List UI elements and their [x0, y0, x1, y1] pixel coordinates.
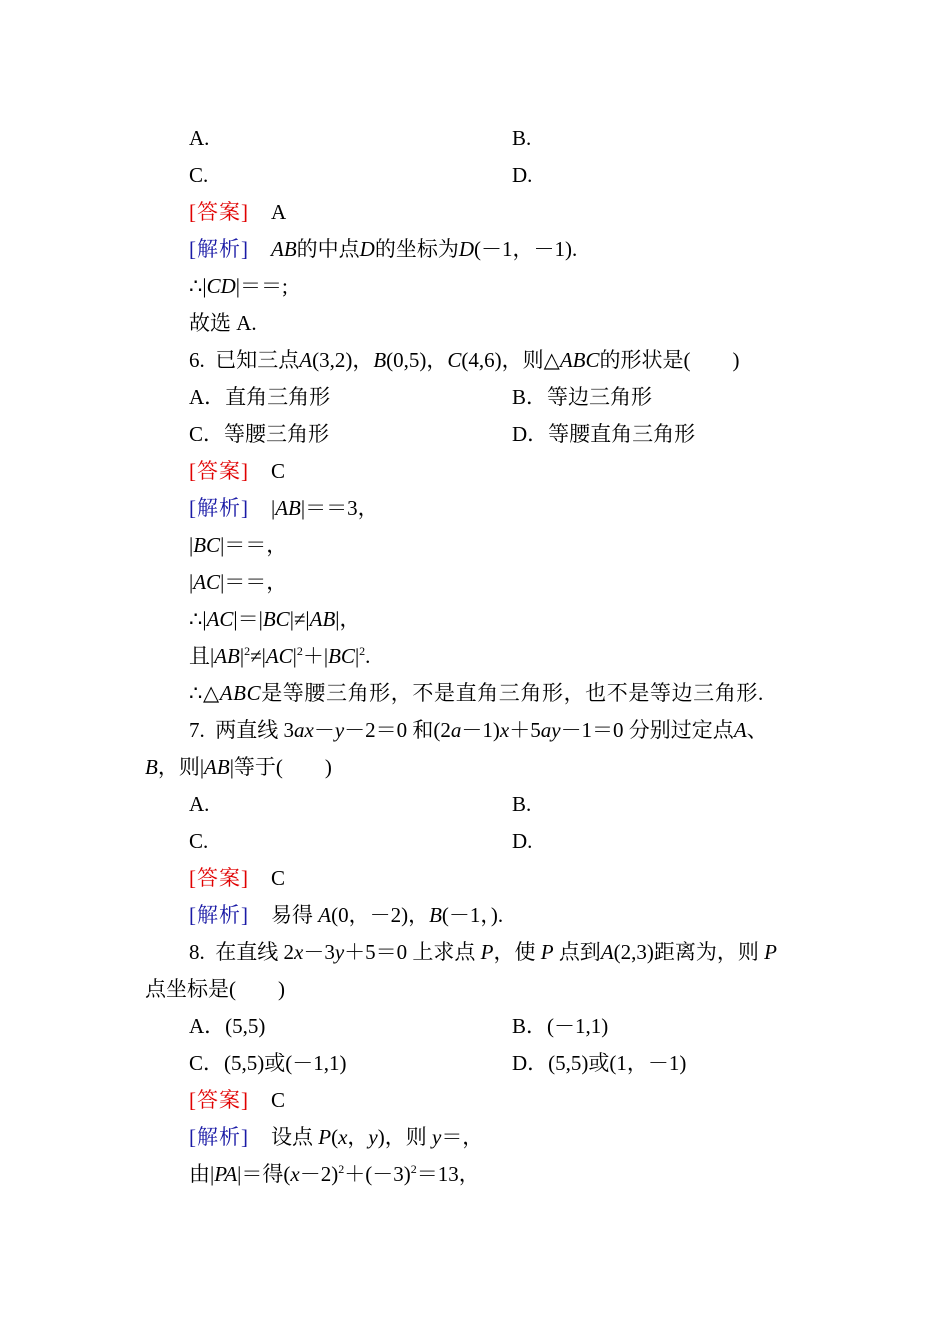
text: ＝13，	[416, 1162, 480, 1186]
q8-answer: C	[271, 1088, 286, 1112]
q8-answer-line	[189, 1086, 285, 1114]
text: |	[189, 570, 194, 594]
explain-tag: [解析]	[189, 903, 249, 927]
question-number: 7.	[189, 718, 205, 742]
q7-stem-line-2	[145, 753, 332, 781]
q5-explain-line-3: 故选 A.	[189, 311, 257, 335]
math-var: y	[334, 940, 345, 964]
math-var: y	[334, 718, 345, 742]
text: 的中点	[296, 237, 360, 261]
math-var: ABC	[219, 681, 262, 705]
text: |＝＝，	[220, 533, 288, 557]
q5-option-d: D.	[512, 163, 533, 187]
q6-explain-line-5	[189, 642, 370, 670]
text: (2,3)距离为，则	[613, 940, 759, 964]
q8-option-b: B．(－1,1)	[512, 1014, 609, 1038]
answer-tag: [答案]	[189, 459, 249, 483]
q8-explain-line-2	[189, 1160, 480, 1188]
text: －3	[303, 940, 335, 964]
text: 设点	[271, 1125, 313, 1149]
q8-option-c: C．(5,5)或(－1,1)	[189, 1051, 347, 1075]
math-var: B	[373, 348, 387, 372]
math-var: a	[450, 718, 462, 742]
text: －1＝0 分别过定点	[560, 718, 734, 742]
q7-stem-line-1	[189, 716, 768, 744]
text: |	[239, 644, 245, 668]
text: ＋5	[509, 718, 541, 742]
q6-explain-line-1	[189, 494, 379, 522]
text: ≠|	[250, 644, 266, 668]
math-var: CD	[206, 274, 236, 298]
q6-answer: C	[271, 459, 286, 483]
text: (0，－2)，	[331, 903, 430, 927]
text: 、	[746, 718, 768, 742]
math-var: ABC	[559, 348, 600, 372]
math-var: A	[299, 348, 313, 372]
math-var: A	[318, 903, 332, 927]
question-number: 6.	[189, 348, 205, 372]
text: 点到	[558, 940, 601, 964]
q6-explain-line-3	[189, 568, 287, 596]
text: |＝＝3，	[300, 496, 379, 520]
math-var: AB	[214, 644, 240, 668]
math-var: x	[290, 1162, 300, 1186]
math-var: x	[294, 940, 304, 964]
math-var: x	[338, 1125, 348, 1149]
q8-option-d: D．(5,5)或(1，－1)	[512, 1051, 687, 1075]
math-var: A	[600, 940, 614, 964]
q7-answer-line	[189, 864, 285, 892]
text: ，	[347, 1125, 369, 1149]
text: 易得	[271, 903, 313, 927]
text: .	[365, 644, 371, 668]
text: (3,2)，	[312, 348, 374, 372]
math-var: P	[764, 940, 777, 964]
math-var: AC	[206, 607, 234, 631]
q5-option-b: B.	[512, 126, 532, 150]
math-var: BC	[193, 533, 221, 557]
text: |等于( )	[229, 755, 332, 779]
text: ＋(－3)	[344, 1162, 411, 1186]
q6-explain-line-4	[189, 605, 361, 633]
superscript: 2	[410, 1162, 417, 1176]
text: 由|	[189, 1162, 215, 1186]
math-var: x	[499, 718, 510, 742]
math-var: P	[480, 940, 494, 964]
q7-option-d: D.	[512, 829, 533, 853]
q6-answer-line	[189, 457, 285, 485]
text: 的形状是( )	[599, 348, 740, 372]
q5-option-a: A.	[189, 126, 210, 150]
q6-option-c: C．等腰三角形	[189, 422, 330, 446]
text: 且|	[189, 644, 215, 668]
text: 两直线 3	[215, 718, 294, 742]
math-var: C	[447, 348, 462, 372]
superscript: 2	[244, 644, 251, 658]
text: 是等腰三角形，不是直角三角形，也不是等边三角形.	[261, 681, 764, 705]
q6-stem	[189, 346, 739, 374]
q6-explain-line-2	[189, 531, 287, 559]
q6-option-a: A．直角三角形	[189, 385, 331, 409]
math-var: AB	[275, 496, 301, 520]
superscript: 2	[338, 1162, 345, 1176]
q5-answer-line	[189, 198, 286, 226]
math-var: B	[145, 755, 158, 779]
q8-option-a: A．(5,5)	[189, 1014, 266, 1038]
math-var: PA	[214, 1162, 238, 1186]
answer-tag: [答案]	[189, 200, 249, 224]
math-var: P	[318, 1125, 332, 1149]
math-var: BC	[262, 607, 290, 631]
text: |，	[335, 607, 361, 631]
text: (4,6)，则△	[461, 348, 560, 372]
math-var: D	[359, 237, 375, 261]
text: )，则	[377, 1125, 427, 1149]
text: |＝|	[233, 607, 263, 631]
math-var: AB	[204, 755, 230, 779]
text: (－1，－1).	[474, 237, 578, 261]
text: 已知三点	[215, 348, 300, 372]
q6-option-b: B．等边三角形	[512, 385, 653, 409]
text: |≠|	[289, 607, 310, 631]
superscript: 2	[359, 644, 366, 658]
explain-tag: [解析]	[189, 1125, 249, 1149]
q8-stem-line-1	[189, 938, 777, 966]
text: (0,5)，	[386, 348, 448, 372]
text: ∴△	[189, 681, 220, 705]
math-var: x	[304, 718, 314, 742]
text: ，则|	[157, 755, 205, 779]
text: |	[292, 644, 297, 668]
math-var: B	[429, 903, 442, 927]
q7-answer: C	[271, 866, 286, 890]
text: |	[271, 496, 276, 520]
q6-explain-line-6	[189, 679, 764, 707]
text: ∴|	[189, 274, 207, 298]
text: (－1，).	[441, 903, 504, 927]
superscript: 2	[296, 644, 303, 658]
text: ，使	[493, 940, 536, 964]
text: －2＝0 和(2	[344, 718, 451, 742]
q5-explain-line-2	[189, 272, 288, 300]
explain-tag: [解析]	[189, 237, 249, 261]
text: －	[313, 718, 335, 742]
text: ＋5＝0 上求点	[344, 940, 476, 964]
answer-tag: [答案]	[189, 1088, 249, 1112]
q5-explain-line-1	[189, 235, 577, 263]
math-var: a	[294, 718, 305, 742]
math-var: AC	[265, 644, 293, 668]
text: |	[354, 644, 360, 668]
math-var: AB	[271, 237, 297, 261]
text: |	[189, 533, 194, 557]
math-var: BC	[328, 644, 355, 668]
q7-option-b: B.	[512, 792, 532, 816]
text: (	[331, 1125, 339, 1149]
text: －1)	[461, 718, 500, 742]
math-var: AC	[193, 570, 221, 594]
math-var: D	[458, 237, 474, 261]
q6-option-d: D．等腰直角三角形	[512, 422, 696, 446]
q7-option-a: A.	[189, 792, 210, 816]
text: ∴|	[189, 607, 207, 631]
q5-answer: A	[271, 200, 287, 224]
q5-option-c: C.	[189, 163, 209, 187]
math-var: a	[540, 718, 552, 742]
explain-tag: [解析]	[189, 496, 249, 520]
q8-explain-line-1	[189, 1123, 483, 1151]
text: |＝＝，	[220, 570, 288, 594]
text: |＝＝;	[235, 274, 288, 298]
text: －2)	[299, 1162, 339, 1186]
q7-explain-line-1	[189, 901, 503, 929]
q8-stem-line-2: 点坐标是( )	[145, 977, 285, 1001]
text: ＝，	[441, 1125, 484, 1149]
math-var: y	[431, 1125, 442, 1149]
math-var: P	[540, 940, 554, 964]
math-var: A	[733, 718, 747, 742]
math-var: y	[368, 1125, 378, 1149]
question-number: 8.	[189, 940, 205, 964]
math-var: y	[551, 718, 561, 742]
text: 的坐标为	[374, 237, 459, 261]
text: |＝得(	[237, 1162, 291, 1186]
answer-tag: [答案]	[189, 866, 249, 890]
text: ＋|	[302, 644, 329, 668]
text: 在直线 2	[215, 940, 294, 964]
q7-option-c: C.	[189, 829, 209, 853]
math-var: AB	[309, 607, 336, 631]
